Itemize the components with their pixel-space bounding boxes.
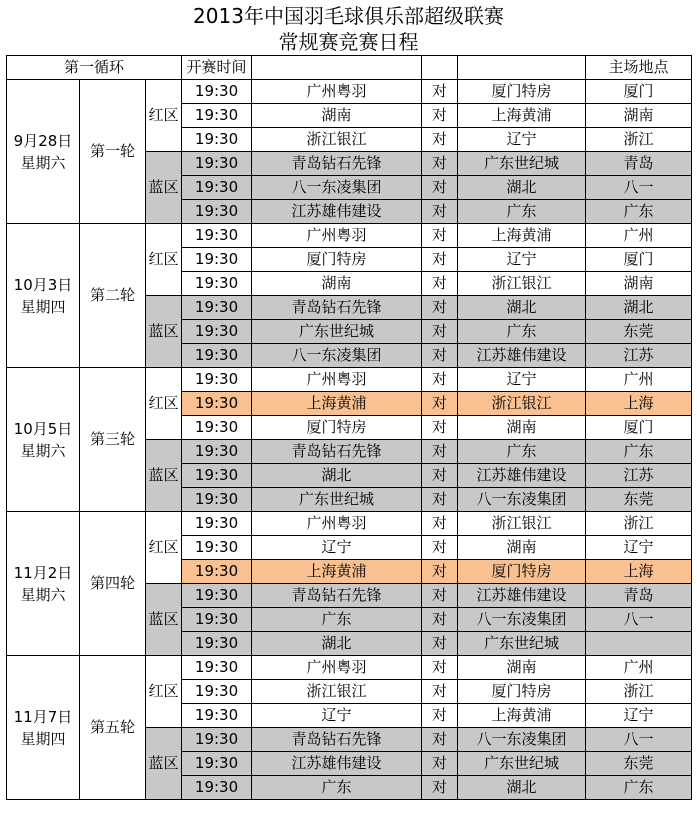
match-time: 19:30 <box>182 344 252 368</box>
home-team: 上海黄浦 <box>252 392 422 416</box>
vs-label: 对 <box>422 272 458 296</box>
venue: 江苏 <box>586 464 692 488</box>
header-row <box>7 56 692 80</box>
match-time: 19:30 <box>182 392 252 416</box>
home-team: 湖北 <box>252 464 422 488</box>
away-team: 浙江银江 <box>458 272 586 296</box>
venue: 辽宁 <box>586 536 692 560</box>
match-time: 19:30 <box>182 176 252 200</box>
home-team: 青岛钻石先锋 <box>252 440 422 464</box>
home-team: 广州粤羽 <box>252 368 422 392</box>
match-time: 19:30 <box>182 320 252 344</box>
venue: 广州 <box>586 224 692 248</box>
home-team: 广州粤羽 <box>252 656 422 680</box>
venue: 厦门 <box>586 248 692 272</box>
home-team: 浙江银江 <box>252 128 422 152</box>
schedule-table <box>6 55 692 800</box>
match-row <box>7 368 692 392</box>
vs-label: 对 <box>422 776 458 800</box>
home-team: 广州粤羽 <box>252 224 422 248</box>
vs-label: 对 <box>422 320 458 344</box>
away-team: 八一东凌集团 <box>458 608 586 632</box>
vs-label: 对 <box>422 128 458 152</box>
venue: 广东 <box>586 776 692 800</box>
home-team: 广东世纪城 <box>252 488 422 512</box>
red-zone-label: 红区 <box>146 368 182 440</box>
header-blank-3 <box>458 56 586 80</box>
away-team: 厦门特房 <box>458 80 586 104</box>
date-text: 11月7日 <box>13 707 73 726</box>
round-date <box>7 224 80 368</box>
away-team: 八一东凌集团 <box>458 488 586 512</box>
vs-label: 对 <box>422 704 458 728</box>
home-team: 湖北 <box>252 632 422 656</box>
away-team: 浙江银江 <box>458 512 586 536</box>
date-text: 9月28日 <box>13 131 73 150</box>
away-team: 上海黄浦 <box>458 104 586 128</box>
home-team: 湖南 <box>252 104 422 128</box>
away-team: 厦门特房 <box>458 560 586 584</box>
vs-label: 对 <box>422 104 458 128</box>
weekday-text: 星期六 <box>20 585 66 604</box>
round-label: 第二轮 <box>80 224 146 368</box>
home-team: 八一东凌集团 <box>252 344 422 368</box>
weekday-text: 星期四 <box>20 729 66 748</box>
weekday-text: 星期六 <box>20 153 66 172</box>
vs-label: 对 <box>422 512 458 536</box>
blue-zone-label: 蓝区 <box>146 728 182 800</box>
vs-label: 对 <box>422 80 458 104</box>
venue: 八一 <box>586 728 692 752</box>
vs-label: 对 <box>422 536 458 560</box>
venue: 八一 <box>586 608 692 632</box>
round-label: 第五轮 <box>80 656 146 800</box>
match-row <box>7 656 692 680</box>
match-time: 19:30 <box>182 632 252 656</box>
match-time: 19:30 <box>182 224 252 248</box>
away-team: 广东 <box>458 200 586 224</box>
match-time: 19:30 <box>182 464 252 488</box>
venue: 东莞 <box>586 752 692 776</box>
venue: 东莞 <box>586 488 692 512</box>
weekday-text: 星期六 <box>20 441 66 460</box>
venue: 浙江 <box>586 512 692 536</box>
away-team: 广东世纪城 <box>458 752 586 776</box>
round-date <box>7 368 80 512</box>
venue: 江苏 <box>586 344 692 368</box>
venue: 上海 <box>586 560 692 584</box>
vs-label: 对 <box>422 344 458 368</box>
vs-label: 对 <box>422 680 458 704</box>
blue-zone-label: 蓝区 <box>146 296 182 368</box>
match-time: 19:30 <box>182 728 252 752</box>
home-team: 上海黄浦 <box>252 560 422 584</box>
header-venue: 主场地点 <box>586 56 692 80</box>
round-date <box>7 656 80 800</box>
venue: 厦门 <box>586 80 692 104</box>
venue: 东莞 <box>586 320 692 344</box>
match-time: 19:30 <box>182 560 252 584</box>
venue: 八一 <box>586 176 692 200</box>
away-team: 辽宁 <box>458 368 586 392</box>
away-team: 广东 <box>458 440 586 464</box>
away-team: 上海黄浦 <box>458 224 586 248</box>
home-team: 广州粤羽 <box>252 512 422 536</box>
vs-label: 对 <box>422 416 458 440</box>
blue-zone-label: 蓝区 <box>146 440 182 512</box>
match-time: 19:30 <box>182 680 252 704</box>
venue: 辽宁 <box>586 704 692 728</box>
away-team: 湖北 <box>458 296 586 320</box>
venue: 青岛 <box>586 152 692 176</box>
red-zone-label: 红区 <box>146 656 182 728</box>
match-time: 19:30 <box>182 488 252 512</box>
venue: 湖南 <box>586 272 692 296</box>
match-time: 19:30 <box>182 440 252 464</box>
home-team: 辽宁 <box>252 704 422 728</box>
away-team: 广东世纪城 <box>458 632 586 656</box>
away-team: 湖南 <box>458 536 586 560</box>
match-time: 19:30 <box>182 752 252 776</box>
venue: 广东 <box>586 200 692 224</box>
round-label: 第三轮 <box>80 368 146 512</box>
weekday-text: 星期四 <box>20 297 66 316</box>
away-team: 湖北 <box>458 176 586 200</box>
vs-label: 对 <box>422 368 458 392</box>
venue: 浙江 <box>586 128 692 152</box>
venue: 广东 <box>586 440 692 464</box>
home-team: 广州粤羽 <box>252 80 422 104</box>
match-time: 19:30 <box>182 152 252 176</box>
match-time: 19:30 <box>182 584 252 608</box>
match-time: 19:30 <box>182 296 252 320</box>
vs-label: 对 <box>422 584 458 608</box>
venue: 浙江 <box>586 680 692 704</box>
round-label: 第四轮 <box>80 512 146 656</box>
home-team: 广东世纪城 <box>252 320 422 344</box>
vs-label: 对 <box>422 224 458 248</box>
match-time: 19:30 <box>182 272 252 296</box>
home-team: 广东 <box>252 608 422 632</box>
match-time: 19:30 <box>182 536 252 560</box>
home-team: 青岛钻石先锋 <box>252 296 422 320</box>
away-team: 江苏雄伟建设 <box>458 584 586 608</box>
home-team: 青岛钻石先锋 <box>252 584 422 608</box>
home-team: 江苏雄伟建设 <box>252 752 422 776</box>
match-time: 19:30 <box>182 104 252 128</box>
home-team: 浙江银江 <box>252 680 422 704</box>
home-team: 八一东凌集团 <box>252 176 422 200</box>
vs-label: 对 <box>422 608 458 632</box>
round-date <box>7 512 80 656</box>
red-zone-label: 红区 <box>146 80 182 152</box>
vs-label: 对 <box>422 752 458 776</box>
match-row <box>7 224 692 248</box>
header-blank-2 <box>422 56 458 80</box>
date-text: 10月3日 <box>13 275 73 294</box>
away-team: 广东世纪城 <box>458 152 586 176</box>
home-team: 广东 <box>252 776 422 800</box>
home-team: 江苏雄伟建设 <box>252 200 422 224</box>
match-time: 19:30 <box>182 200 252 224</box>
away-team: 辽宁 <box>458 248 586 272</box>
venue: 广州 <box>586 368 692 392</box>
venue: 湖南 <box>586 104 692 128</box>
away-team: 江苏雄伟建设 <box>458 464 586 488</box>
match-time: 19:30 <box>182 128 252 152</box>
venue: 广州 <box>586 656 692 680</box>
venue: 青岛 <box>586 584 692 608</box>
home-team: 湖南 <box>252 272 422 296</box>
vs-label: 对 <box>422 296 458 320</box>
match-time: 19:30 <box>182 512 252 536</box>
match-row <box>7 80 692 104</box>
match-time: 19:30 <box>182 776 252 800</box>
away-team: 厦门特房 <box>458 680 586 704</box>
header-start-time: 开赛时间 <box>182 56 252 80</box>
vs-label: 对 <box>422 200 458 224</box>
page-subtitle: 常规赛竞赛日程 <box>278 30 419 54</box>
match-time: 19:30 <box>182 80 252 104</box>
round-label: 第一轮 <box>80 80 146 224</box>
away-team: 浙江银江 <box>458 392 586 416</box>
away-team: 江苏雄伟建设 <box>458 344 586 368</box>
match-time: 19:30 <box>182 656 252 680</box>
blue-zone-label: 蓝区 <box>146 152 182 224</box>
match-time: 19:30 <box>182 248 252 272</box>
away-team: 湖北 <box>458 776 586 800</box>
vs-label: 对 <box>422 440 458 464</box>
page-title: 2013年中国羽毛球俱乐部超级联赛 <box>193 4 504 28</box>
home-team: 青岛钻石先锋 <box>252 728 422 752</box>
blue-zone-label: 蓝区 <box>146 584 182 656</box>
venue: 湖北 <box>586 296 692 320</box>
round-date <box>7 80 80 224</box>
vs-label: 对 <box>422 152 458 176</box>
home-team: 青岛钻石先锋 <box>252 152 422 176</box>
away-team: 广东 <box>458 320 586 344</box>
away-team: 八一东凌集团 <box>458 728 586 752</box>
date-text: 10月5日 <box>13 419 73 438</box>
header-cycle: 第一循环 <box>7 56 182 80</box>
vs-label: 对 <box>422 488 458 512</box>
venue: 厦门 <box>586 416 692 440</box>
away-team: 上海黄浦 <box>458 704 586 728</box>
vs-label: 对 <box>422 656 458 680</box>
venue: 上海 <box>586 392 692 416</box>
red-zone-label: 红区 <box>146 224 182 296</box>
away-team: 湖南 <box>458 416 586 440</box>
home-team: 辽宁 <box>252 536 422 560</box>
vs-label: 对 <box>422 176 458 200</box>
red-zone-label: 红区 <box>146 512 182 584</box>
vs-label: 对 <box>422 392 458 416</box>
away-team: 湖南 <box>458 656 586 680</box>
match-time: 19:30 <box>182 416 252 440</box>
vs-label: 对 <box>422 728 458 752</box>
home-team: 厦门特房 <box>252 248 422 272</box>
match-time: 19:30 <box>182 368 252 392</box>
venue <box>586 632 692 656</box>
away-team: 辽宁 <box>458 128 586 152</box>
match-row <box>7 512 692 536</box>
date-text: 11月2日 <box>13 563 73 582</box>
header-blank-1 <box>252 56 422 80</box>
vs-label: 对 <box>422 560 458 584</box>
vs-label: 对 <box>422 464 458 488</box>
home-team: 厦门特房 <box>252 416 422 440</box>
vs-label: 对 <box>422 248 458 272</box>
vs-label: 对 <box>422 632 458 656</box>
match-time: 19:30 <box>182 608 252 632</box>
match-time: 19:30 <box>182 704 252 728</box>
